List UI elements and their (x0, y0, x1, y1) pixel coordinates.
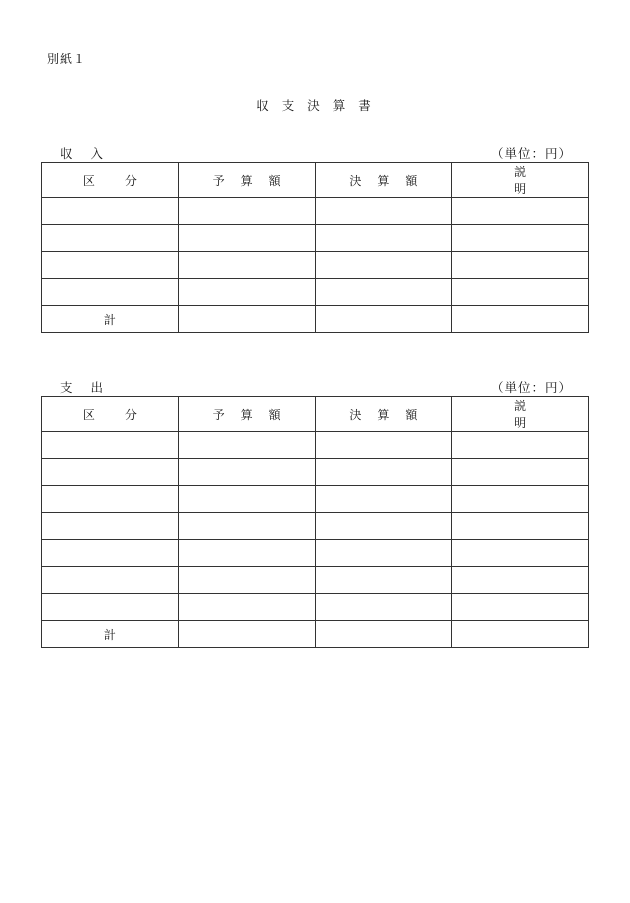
table-row (42, 225, 589, 252)
table-cell (452, 594, 589, 621)
total-row (42, 621, 589, 648)
column-header-kubun: 区分 (42, 397, 179, 432)
income-heading: 収入 (60, 146, 122, 161)
table-cell (178, 459, 315, 486)
expense-table (41, 396, 589, 648)
table-cell (42, 198, 179, 225)
table-row (42, 252, 589, 279)
table-cell (178, 279, 315, 306)
table-cell (42, 252, 179, 279)
table-cell (452, 513, 589, 540)
table-cell (452, 198, 589, 225)
table-cell (452, 432, 589, 459)
table-cell (315, 225, 452, 252)
table-cell (178, 198, 315, 225)
income-unit: （単位：円） (490, 146, 572, 161)
table-row (42, 540, 589, 567)
total-cell (178, 306, 315, 333)
table-cell (178, 252, 315, 279)
table-cell (452, 540, 589, 567)
total-row (42, 306, 589, 333)
table-cell (452, 252, 589, 279)
total-cell (315, 621, 452, 648)
expense-header-row (42, 397, 589, 432)
table-cell (42, 432, 179, 459)
attachment-label: 別紙１ (47, 52, 87, 66)
income-table (41, 162, 589, 333)
table-cell (178, 594, 315, 621)
table-cell (315, 486, 452, 513)
income-header-row (42, 163, 589, 198)
table-cell (178, 486, 315, 513)
table-cell (178, 225, 315, 252)
table-cell (42, 540, 179, 567)
table-cell (315, 252, 452, 279)
column-header-kubun: 区分 (42, 163, 179, 198)
table-cell (452, 279, 589, 306)
table-cell (315, 279, 452, 306)
total-cell (315, 306, 452, 333)
table-cell (452, 459, 589, 486)
table-cell (452, 486, 589, 513)
table-cell (178, 432, 315, 459)
table-cell (315, 459, 452, 486)
table-row (42, 513, 589, 540)
column-header-budget: 予算額 (178, 397, 315, 432)
table-cell (42, 567, 179, 594)
table-row (42, 567, 589, 594)
table-cell (315, 594, 452, 621)
expense-heading: 支出 (60, 380, 122, 395)
table-row (42, 198, 589, 225)
table-cell (315, 567, 452, 594)
table-cell (178, 540, 315, 567)
table-cell (452, 225, 589, 252)
table-row (42, 594, 589, 621)
total-label: 計 (42, 306, 179, 333)
document-title: 収支決算書 (256, 98, 384, 113)
total-label: 計 (42, 621, 179, 648)
table-cell (42, 594, 179, 621)
table-row (42, 486, 589, 513)
table-cell (42, 279, 179, 306)
table-cell (42, 513, 179, 540)
column-header-budget: 予算額 (178, 163, 315, 198)
table-cell (42, 225, 179, 252)
expense-unit: （単位：円） (490, 380, 572, 395)
column-header-description: 説明 (452, 397, 589, 432)
table-row (42, 459, 589, 486)
table-cell (42, 459, 179, 486)
column-header-description: 説明 (452, 163, 589, 198)
table-cell (315, 432, 452, 459)
total-cell (452, 306, 589, 333)
table-row (42, 432, 589, 459)
table-cell (315, 198, 452, 225)
table-cell (178, 513, 315, 540)
column-header-settlement: 決算額 (315, 163, 452, 198)
table-cell (452, 567, 589, 594)
table-row (42, 279, 589, 306)
column-header-settlement: 決算額 (315, 397, 452, 432)
table-cell (178, 567, 315, 594)
table-cell (42, 486, 179, 513)
table-cell (315, 513, 452, 540)
total-cell (452, 621, 589, 648)
total-cell (178, 621, 315, 648)
table-cell (315, 540, 452, 567)
